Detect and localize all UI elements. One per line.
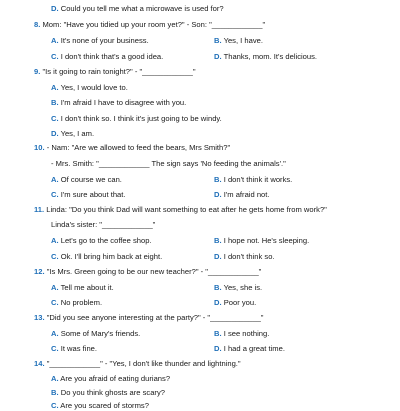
- option-line: [214, 344, 285, 354]
- question-line: [34, 67, 196, 77]
- option-letter: B.: [214, 36, 222, 45]
- option-line: [51, 98, 186, 108]
- question-number: 13.: [34, 313, 45, 322]
- question-number: 10.: [34, 143, 45, 152]
- question-line: [34, 267, 261, 277]
- option-letter: A.: [51, 36, 59, 45]
- option-line: [214, 329, 269, 339]
- option-letter: B.: [51, 388, 59, 397]
- option-line: [51, 374, 170, 384]
- option-text: Could you tell me what a microwave is used for?: [60, 4, 224, 13]
- option-letter: A.: [51, 283, 59, 292]
- option-letter: C.: [51, 114, 59, 123]
- option-text: Yes, she is.: [223, 283, 263, 292]
- option-line: [214, 298, 256, 308]
- option-text: Yes, I am.: [60, 129, 95, 138]
- option-letter: B.: [214, 283, 222, 292]
- option-letter: D.: [214, 190, 222, 199]
- question-line: [34, 359, 241, 369]
- option-line: [51, 175, 122, 185]
- option-line: [214, 283, 262, 293]
- option-line: [51, 298, 102, 308]
- option-letter: C.: [51, 401, 59, 410]
- option-letter: C.: [51, 190, 59, 199]
- option-letter: C.: [51, 52, 59, 61]
- option-line: [51, 252, 162, 262]
- option-line: [51, 388, 165, 398]
- option-line: [214, 52, 317, 62]
- option-letter: A.: [51, 329, 59, 338]
- option-line: [51, 236, 152, 246]
- option-text: I'm afraid I have to disagree with you.: [60, 98, 187, 107]
- question-number: 14.: [34, 359, 45, 368]
- question-text: Mom: "Have you tidied up your room yet?" - Son: "____________": [42, 20, 266, 29]
- option-letter: D.: [214, 344, 222, 353]
- option-letter: A.: [51, 175, 59, 184]
- option-letter: B.: [51, 98, 59, 107]
- option-text: It was fine.: [60, 344, 98, 353]
- option-text: Ok. I'll bring him back at eight.: [60, 252, 163, 261]
- option-text: I don't think so.: [223, 252, 275, 261]
- option-text: I don't think it works.: [223, 175, 293, 184]
- option-line: [214, 190, 270, 200]
- option-text: Yes, I have.: [223, 36, 263, 45]
- option-text: I'm afraid not.: [223, 190, 270, 199]
- option-letter: D.: [51, 129, 59, 138]
- option-text: I don't think that's a good idea.: [60, 52, 164, 61]
- option-text: Are you scared of storms?: [60, 401, 149, 410]
- question-line: [34, 313, 264, 323]
- option-line: [51, 129, 94, 139]
- option-text: I'm sure about that.: [60, 190, 126, 199]
- option-text: I see nothing.: [223, 329, 270, 338]
- question-text: Linda's sister: "____________": [51, 220, 156, 229]
- option-text: Of course we can.: [60, 175, 122, 184]
- question-line: [34, 205, 327, 215]
- option-line: [51, 36, 149, 46]
- option-letter: C.: [51, 344, 59, 353]
- option-text: Poor you.: [223, 298, 257, 307]
- option-line: [214, 36, 263, 46]
- option-letter: D.: [214, 52, 222, 61]
- option-letter: C.: [51, 252, 59, 261]
- question-number: 12.: [34, 267, 45, 276]
- option-text: Thanks, mom. It's delicious.: [223, 52, 318, 61]
- option-line: [214, 236, 309, 246]
- question-text: "Is Mrs. Green going to be our new teacher?" - "____________": [46, 267, 262, 276]
- option-line: [51, 83, 128, 93]
- option-text: I hope not. He's sleeping.: [223, 236, 310, 245]
- option-line: [51, 401, 149, 411]
- option-letter: B.: [214, 175, 222, 184]
- option-line: [51, 52, 163, 62]
- option-letter: D.: [51, 4, 59, 13]
- option-line: [51, 283, 114, 293]
- option-line: [51, 344, 97, 354]
- option-letter: D.: [214, 252, 222, 261]
- option-line: [51, 114, 222, 124]
- question-line: [34, 143, 230, 153]
- option-text: Tell me about it.: [60, 283, 114, 292]
- option-line: [214, 175, 292, 185]
- option-text: No problem.: [60, 298, 103, 307]
- option-letter: A.: [51, 83, 59, 92]
- option-line: [51, 190, 126, 200]
- option-text: Let's go to the coffee shop.: [60, 236, 152, 245]
- option-text: Are you afraid of eating durians?: [60, 374, 171, 383]
- option-text: I don't think so. I think it's just going to be windy.: [60, 114, 222, 123]
- option-line: [51, 4, 224, 14]
- question-text: "____________" - "Yes, I don't like thunder and lightning.": [46, 359, 241, 368]
- question-text: Linda: "Do you think Dad will want something to eat after he gets home from work?": [46, 205, 327, 214]
- question-number: 8.: [34, 20, 41, 29]
- question-line-continued: [51, 220, 155, 230]
- question-number: 11.: [34, 205, 45, 214]
- option-letter: B.: [214, 329, 222, 338]
- question-line-continued: [51, 159, 286, 169]
- option-letter: D.: [214, 298, 222, 307]
- option-text: I had a great time.: [223, 344, 285, 353]
- option-line: [214, 252, 275, 262]
- option-text: Some of Mary's friends.: [60, 329, 141, 338]
- question-text: "Is it going to rain tonight?" - "____________": [42, 67, 196, 76]
- option-text: Yes, I would love to.: [60, 83, 128, 92]
- option-line: [51, 329, 140, 339]
- question-text: - Mrs. Smith: "____________ The sign says 'No feeding the animals'.": [51, 159, 286, 168]
- question-text: - Nam: "Are we allowed to feed the bears, Mrs Smith?": [46, 143, 231, 152]
- option-text: Do you think ghosts are scary?: [60, 388, 165, 397]
- option-letter: A.: [51, 374, 59, 383]
- option-text: It's none of your business.: [60, 36, 149, 45]
- question-number: 9.: [34, 67, 41, 76]
- question-line: [34, 20, 265, 30]
- option-letter: A.: [51, 236, 59, 245]
- option-letter: C.: [51, 298, 59, 307]
- option-letter: B.: [214, 236, 222, 245]
- question-text: "Did you see anyone interesting at the party?" - "____________": [46, 313, 264, 322]
